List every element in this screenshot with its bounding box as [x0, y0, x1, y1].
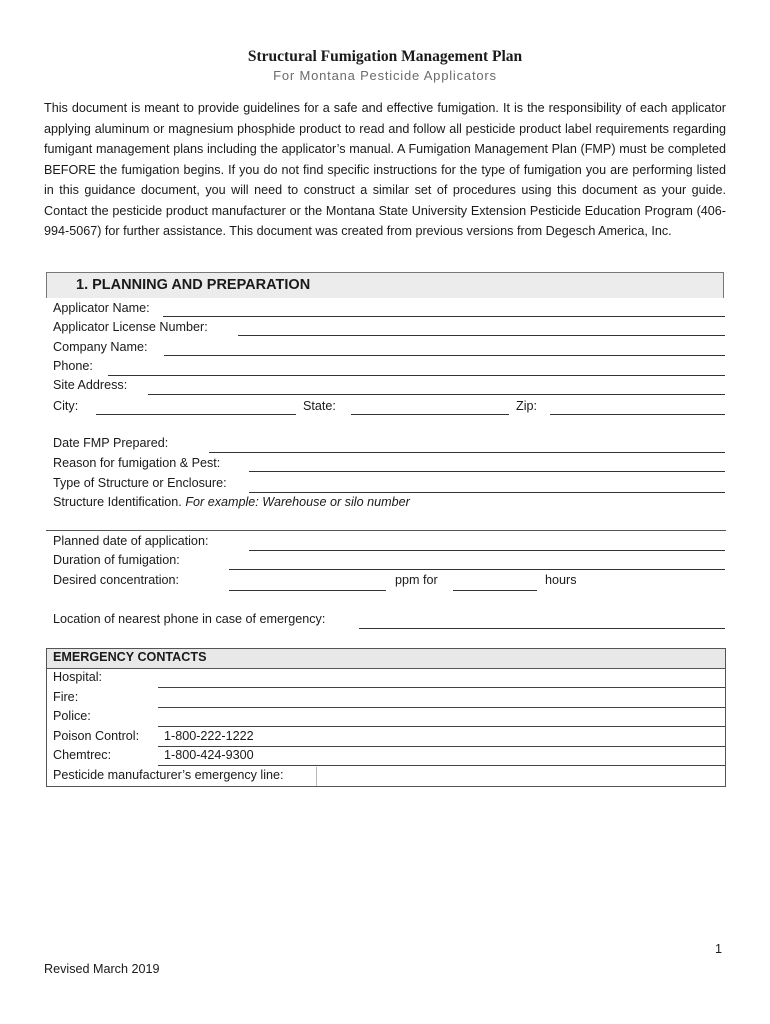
structure-id-text: Structure Identification.: [53, 495, 182, 509]
concentration-field[interactable]: [229, 590, 386, 591]
company-name-field[interactable]: [164, 355, 725, 356]
fire-field[interactable]: [158, 707, 725, 708]
manufacturer-line-field[interactable]: [316, 767, 318, 786]
state-field[interactable]: [351, 414, 509, 415]
structure-type-field[interactable]: [249, 492, 725, 493]
hours-field[interactable]: [453, 590, 537, 591]
document-title: Structural Fumigation Management Plan: [247, 48, 523, 65]
state-label: State:: [303, 399, 336, 413]
poison-control-number: 1-800-222-1222: [164, 729, 254, 743]
reason-field[interactable]: [249, 471, 725, 472]
poison-control-row-line: [158, 746, 725, 747]
city-label: City:: [53, 399, 79, 413]
intro-paragraph: This document is meant to provide guidelines for a safe and effective fumigation. It is the responsibility of each applicator applying aluminum or magnesium phosphide product to read and follow all pesticide product label requirements regarding fumigant management plans including the applicator’s manual. A Fumigation Management Plan (FMP) must be completed BEFORE the fumigation begins. If you do not find specific instructions for the type of fumigation you are performing listed in this guidance document, you will need to construct a similar set of procedures using this document as your guide. Contact the pesticide product manufacturer or the Montana State University Extension Pesticide Education Program (406-994-5067) for further assistance. This document was created from previous versions from Degesch America, Inc.: [44, 101, 726, 238]
police-label: Police:: [53, 709, 91, 723]
applicator-name-field[interactable]: [163, 316, 725, 317]
revised-date: Revised March 2019: [44, 962, 160, 976]
duration-field[interactable]: [229, 569, 725, 570]
structure-id-label: [53, 495, 410, 509]
hours-label: hours: [545, 573, 577, 587]
planned-date-label: Planned date of application:: [53, 534, 209, 548]
structure-type-label: Type of Structure or Enclosure:: [53, 476, 227, 490]
license-number-label: Applicator License Number:: [53, 320, 208, 334]
hospital-field[interactable]: [158, 687, 725, 688]
site-address-field[interactable]: [148, 394, 725, 395]
phone-field[interactable]: [108, 375, 725, 376]
manufacturer-line-label: Pesticide manufacturer’s emergency line:: [53, 768, 284, 782]
license-number-field[interactable]: [238, 335, 725, 336]
chemtrec-number: 1-800-424-9300: [164, 748, 254, 762]
concentration-label: Desired concentration:: [53, 573, 180, 587]
date-prepared-label: Date FMP Prepared:: [53, 436, 169, 450]
zip-label: Zip:: [516, 399, 537, 413]
emergency-contacts-title: EMERGENCY CONTACTS: [53, 650, 207, 664]
city-field[interactable]: [96, 414, 296, 415]
duration-label: Duration of fumigation:: [53, 553, 180, 567]
date-prepared-field[interactable]: [209, 452, 725, 453]
ppm-for-label: ppm for: [395, 573, 438, 587]
company-name-label: Company Name:: [53, 340, 148, 354]
poison-control-label: Poison Control:: [53, 729, 140, 743]
hospital-label: Hospital:: [53, 670, 102, 684]
structure-id-example: For example: Warehouse or silo number: [185, 495, 410, 509]
reason-label: Reason for fumigation & Pest:: [53, 456, 221, 470]
page-number: 1: [715, 942, 723, 956]
fire-label: Fire:: [53, 690, 79, 704]
planned-date-field[interactable]: [249, 550, 725, 551]
zip-field[interactable]: [550, 414, 725, 415]
document-subtitle: For Montana Pesticide Applicators: [273, 68, 497, 83]
site-address-label: Site Address:: [53, 378, 128, 392]
chemtrec-row-line: [158, 765, 725, 766]
chemtrec-label: Chemtrec:: [53, 748, 112, 762]
police-field[interactable]: [158, 726, 725, 727]
section-title: 1. PLANNING AND PREPARATION: [76, 277, 311, 293]
phone-label: Phone:: [53, 359, 93, 373]
section-separator: [46, 530, 726, 531]
nearest-phone-label: Location of nearest phone in case of emergency:: [53, 612, 326, 626]
nearest-phone-field[interactable]: [359, 628, 725, 629]
applicator-name-label: Applicator Name:: [53, 301, 150, 315]
